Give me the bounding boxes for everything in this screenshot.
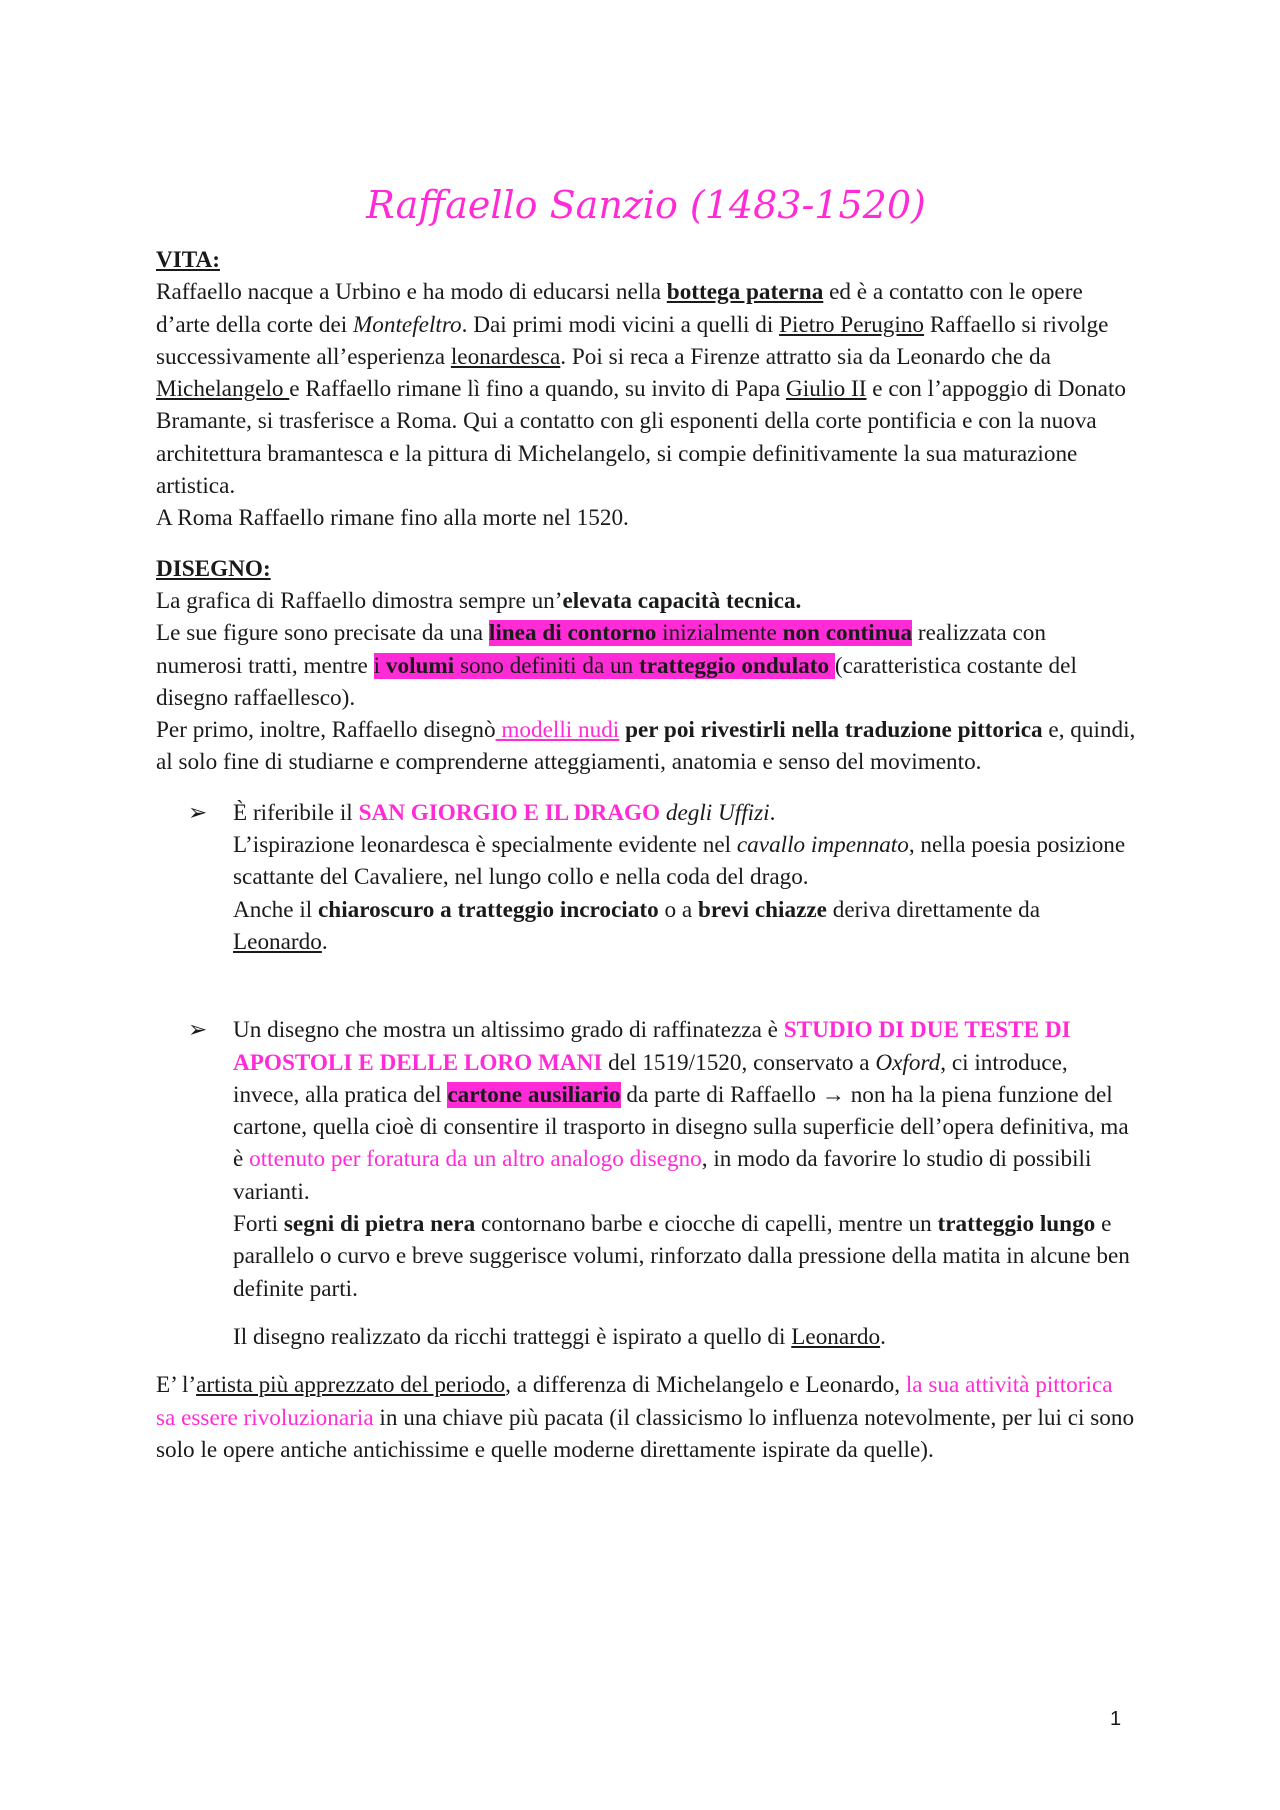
document-body [156,180,1136,1466]
list-item: ➢ È riferibile il SAN GIORGIO E IL DRAGO degli Uffizi. L’ispirazione leonardesca è specialmente evidente nel cavallo impennato, nella poesia posizione scattante del Cavaliere, nel lungo collo e nella coda del drago. Anche il chiaroscuro a tratteggio incrociato o a brevi chiazze deriva direttamente da Leonardo. [156,797,1136,958]
section-heading-vita: VITA: [156,247,220,273]
arrow-bullet-icon: ➢ [188,1017,208,1044]
vita-paragraph-1: Raffaello nacque a Urbino e ha modo di educarsi nella bottega paterna ed è a contatto con le opere d’arte della corte dei Montefeltro. Dai primi modi vicini a quelli di Pietro Perugino Raffaello si rivolge successivamente all’esperienza leonardesca. Poi si reca a Firenze attratto sia da Leonardo che da Michelangelo e Raffaello rimane lì fino a quando, su invito di Papa Giulio II e con l’appoggio di Donato Bramante, si trasferisce a Roma. Qui a contatto con gli esponenti della corte pontificia e con la nuova architettura bramantesca e la pittura di Michelangelo, si compie definitivamente la sua maturazione artistica. [156,279,1127,500]
list-item: ➢ Un disegno che mostra un altissimo grado di raffinatezza è STUDIO DI DUE TESTE DI APOSTOLI E DELLE LORO MANI del 1519/1520, conservato a Oxford, ci introduce, invece, alla pratica del cartone ausiliario da parte di Raffaello → non ha la piena funzione del cartone, quella cioè di consentire il trasporto in disegno sulla superficie dell’opera definitiva, ma è ottenuto per foratura da un altro analogo disegno, in modo da favorire lo studio di possibili varianti. Forti segni di pietra nera contornano barbe e ciocche di capelli, mentre un tratteggio lungo e parallelo o curvo e breve suggerisce volumi, rinforzato dalla pressione della matita in alcune ben definite parti. Il disegno realizzato da ricchi tratteggi è ispirato a quello di Leonardo. [156,1014,1136,1353]
vita-paragraph-2: A Roma Raffaello rimane fino alla morte nel 1520. [156,505,629,532]
arrow-bullet-icon: ➢ [188,799,208,826]
bullet-list-1 [156,797,1136,958]
bullet-list-2 [156,1014,1136,1353]
page-number: 1 [1110,1708,1122,1730]
disegno-paragraph-3: Per primo, inoltre, Raffaello disegnò modelli nudi per poi rivestirli nella traduzione pittorica e, quindi, al solo fine di studiarne e comprenderne atteggiamenti, anatomia e senso del movimento. [156,717,1136,776]
disegno-paragraph-2: Le sue figure sono precisate da una linea di contorno inizialmente non continua realizzata con numerosi tratti, mentre i volumi sono definiti da un tratteggio ondulato (caratteristica costante del disegno raffaellesco). [156,620,1077,711]
section-heading-disegno: DISEGNO: [156,555,271,582]
closing-paragraph: E’ l’artista più apprezzato del periodo, a differenza di Michelangelo e Leonardo, la sua attività pittorica sa essere rivoluzionaria in una chiave più pacata (il classicismo lo influenza notevolmente, per lui ci sono solo le opere antiche antichissime e quelle moderne direttamente ispirate da quelle). [156,1372,1135,1463]
disegno-paragraph-1: La grafica di Raffaello dimostra sempre un’elevata capacità tecnica. [156,587,802,614]
document-title: Raffaello Sanzio (1483-1520) [366,183,926,227]
